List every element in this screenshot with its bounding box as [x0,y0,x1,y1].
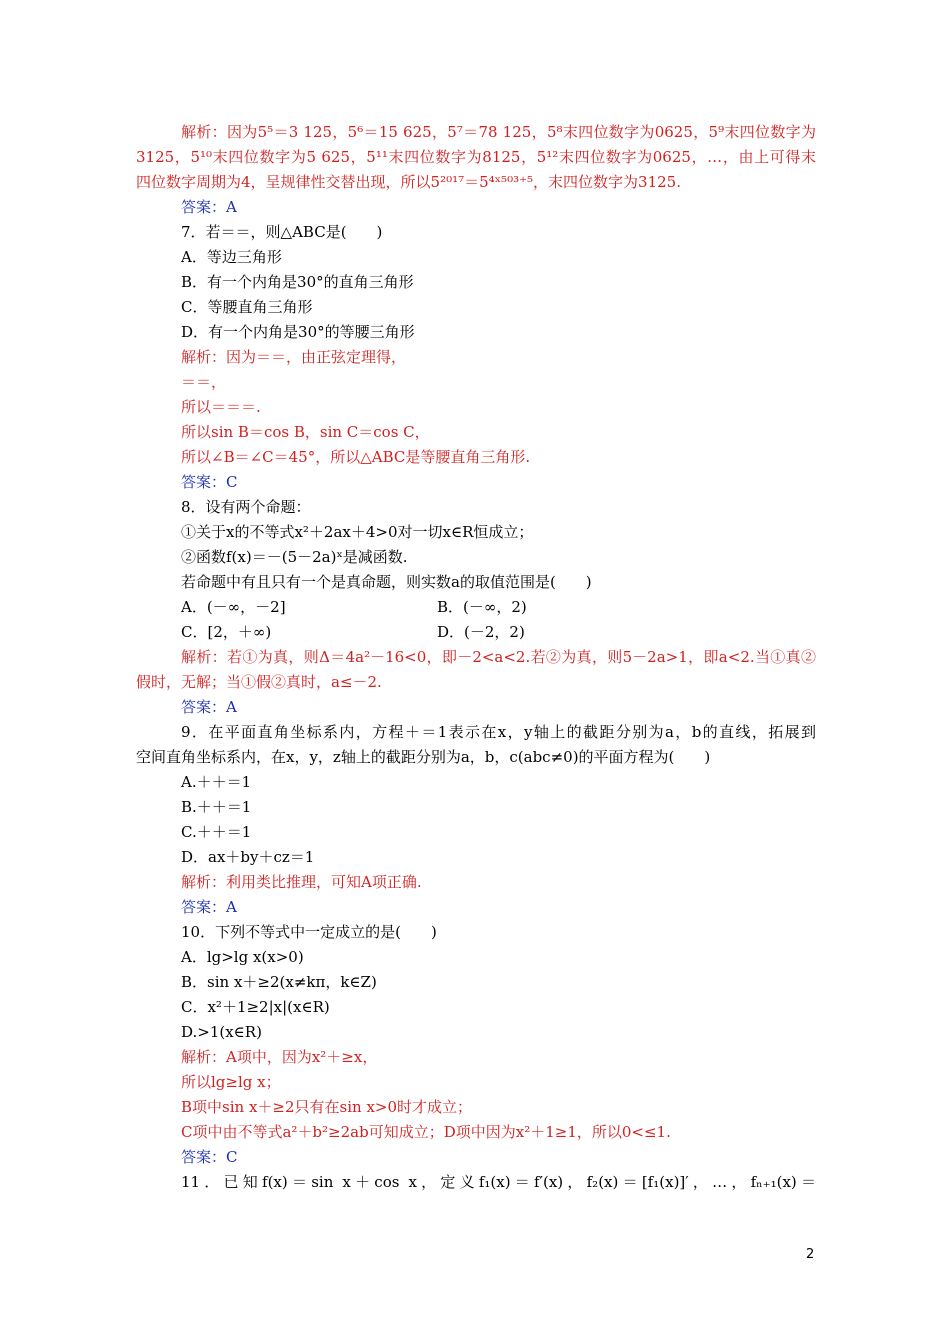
text-line: 空间直角坐标系内，在x，y，z轴上的截距分别为a，b，c(abc≠0)的平面方程为( ) [136,748,711,766]
text-line: D．有一个内角是30°的等腰三角形 [181,323,415,341]
text-line: B.＋＋＝1 [181,798,252,816]
text-line: 解析：利用类比推理，可知A项正确. [181,873,422,891]
text-line: ＝＝， [181,373,227,391]
text-line: A．lg>lg x(x>0) [181,948,304,966]
text-line: 11．已知f(x)＝sin x＋cos x，定义f₁(x)＝f′(x)，f₂(x)＝[f₁(x)]′，…，fₙ₊₁(x)＝ [181,1173,816,1191]
text-line: D．ax＋by＋cz＝1 [181,848,315,866]
text-line: 所以sin B＝cos B，sin C＝cos C， [181,423,430,441]
text-line: B．sin x＋≥2(x≠kπ，k∈Z) [181,973,377,991]
text-line: 解析：A项中，因为x²＋≥x， [181,1048,378,1066]
text-line: 所以∠B＝∠C＝45°，所以△ABC是等腰直角三角形. [181,448,531,466]
text-line: C．[2，＋∞) [181,623,272,641]
text-line: C.＋＋＝1 [181,823,252,841]
text-line: 3125，5¹⁰末四位数字为5 625，5¹¹末四位数字为8125，5¹²末四位数字为0625，…，由上可得末 [136,148,816,166]
text-line: 答案：A [181,698,237,716]
text-line: 解析：若①为真，则Δ＝4a²－16<0，即－2<a<2.若②为真，则5－2a>1，即a<2.当①真② [181,648,816,666]
page-number: 2 [806,1247,815,1262]
text-line: 假时，无解；当①假②真时，a≤－2. [136,673,382,691]
text-line: 答案：C [181,473,238,491]
text-line: 解析：因为5⁵＝3 125，5⁶＝15 625，5⁷＝78 125，5⁸末四位数字为0625，5⁹末四位数字为 [181,123,816,141]
text-line: 解析：因为＝＝，由正弦定理得， [181,348,407,366]
text-line: 答案：A [181,198,237,216]
text-line: C项中由不等式a²＋b²≥2ab可知成立；D项中因为x²＋1≥1，所以0<≤1. [181,1123,671,1141]
text-line: 四位数字周期为4，呈规律性交替出现，所以5²⁰¹⁷＝5⁴ˣ⁵⁰³⁺⁵，末四位数字为3125. [136,173,681,191]
text-line: 10．下列不等式中一定成立的是( ) [181,923,437,941]
text-line: 答案：C [181,1148,238,1166]
text-line: B．(－∞，2) [437,598,527,616]
text-line: C．x²＋1≥2|x|(x∈R) [181,998,330,1016]
text-line: A．(－∞，－2] [181,598,286,616]
text-line: 7．若＝＝，则△ABC是( ) [181,223,383,241]
text-line: 答案：A [181,898,237,916]
text-line: 8．设有两个命题： [181,498,311,516]
text-line: 9．在平面直角坐标系内，方程＋＝1表示在x，y轴上的截距分别为a，b的直线，拓展到 [181,723,816,741]
text-line: ①关于x的不等式x²＋2ax＋4>0对一切x∈R恒成立； [181,523,534,541]
text-line: 所以＝＝＝. [181,398,261,416]
text-line: ②函数f(x)＝－(5－2a)ˣ是减函数. [181,548,408,566]
text-line: 所以lg≥lg x； [181,1073,281,1091]
text-line: 若命题中有且只有一个是真命题，则实数a的取值范围是( ) [181,573,592,591]
text-line: A．等边三角形 [181,248,282,266]
text-line: B．有一个内角是30°的直角三角形 [181,273,414,291]
text-line: D.>1(x∈R) [181,1023,262,1041]
text-line: D．(－2，2) [437,623,525,641]
text-line: A.＋＋＝1 [181,773,252,791]
text-line: B项中sin x＋≥2只有在sin x>0时才成立； [181,1098,473,1116]
text-line: C．等腰直角三角形 [181,298,313,316]
